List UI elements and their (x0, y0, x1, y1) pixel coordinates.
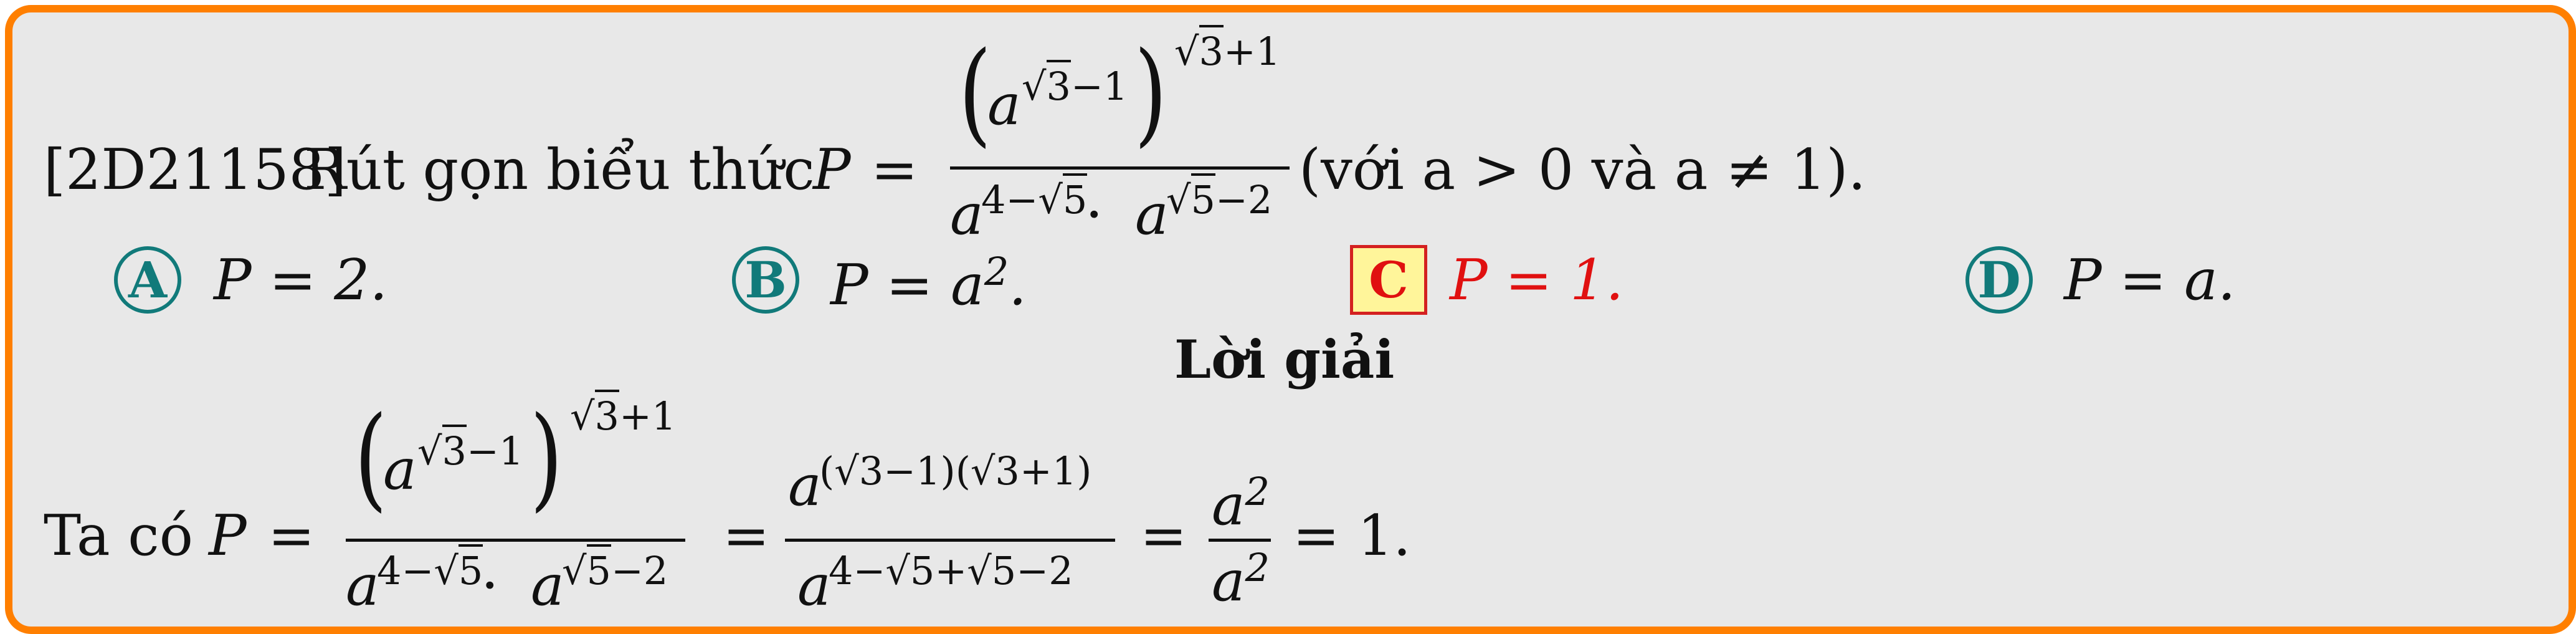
solution-equals-1: = (268, 503, 315, 569)
option-c-text[interactable]: P = 1. (1450, 247, 1624, 313)
sol-mid-num-base: a (788, 453, 822, 519)
num-inner-exp: √3−1 (1022, 67, 1128, 106)
sol-last-num: $a^2$ (1212, 469, 1270, 538)
sol-num-outer-exp: √3+1 (570, 397, 676, 436)
option-d-badge[interactable]: D (1965, 246, 2033, 314)
question-equals: = (871, 137, 918, 203)
option-a-text[interactable]: P = 2. (214, 247, 388, 313)
solution-fraction-1-bar (346, 539, 685, 542)
den-left-exp: 4−√5 (981, 181, 1087, 219)
sol-num-base: a (383, 437, 417, 502)
num-outer-exp: √3+1 (1174, 32, 1280, 71)
sol-mid-den-base: a (797, 553, 831, 618)
solution-fraction-3-bar (1209, 539, 1271, 542)
solution-fraction-2-bar (785, 539, 1115, 542)
sol-den-left-exp: 4−√5 (377, 552, 483, 590)
sol-den-right-base: a (531, 553, 564, 618)
sol-last-den: $a^2$ (1212, 545, 1270, 614)
sol-num-inner-exp: √3−1 (417, 432, 523, 471)
question-code: [2D21158] (44, 137, 346, 203)
sol-num-right-paren: ) (530, 393, 563, 523)
question-fraction-bar (950, 166, 1290, 170)
sol-mid-den-exp: 4−√5+√5−2 (829, 548, 1073, 593)
solution-heading: Lời giải (1174, 329, 1395, 390)
solution-result: = 1. (1293, 503, 1411, 569)
solution-var-p: P (209, 503, 247, 569)
sol-mid-num-exp: (√3−1)(√3+1) (819, 448, 1092, 494)
option-c-badge[interactable]: C (1350, 245, 1427, 315)
option-b-text[interactable]: $P = a^2$. (830, 249, 1027, 318)
num-base: a (987, 72, 1021, 138)
question-var-p: P (813, 137, 851, 203)
den-right-base: a (1135, 182, 1169, 247)
sol-den-left-base: a (346, 553, 379, 618)
num-left-paren: ( (958, 28, 992, 158)
option-b-badge[interactable]: B (732, 246, 799, 314)
den-dot: · (1085, 182, 1103, 247)
question-condition: (với a > 0 và a ≠ 1). (1299, 137, 1866, 203)
solution-equals-3: = (1140, 503, 1187, 569)
solution-equals-2: = (723, 503, 770, 569)
solution-lead: Ta có (44, 503, 193, 569)
sol-num-left-paren: ( (354, 393, 387, 523)
question-stem: Rút gọn biểu thức (304, 137, 815, 203)
option-d-text[interactable]: P = a. (2064, 247, 2236, 313)
option-a-badge[interactable]: A (114, 246, 181, 314)
num-right-paren: ) (1134, 28, 1167, 158)
sol-den-dot: · (481, 553, 499, 618)
den-right-exp: √5−2 (1166, 181, 1272, 219)
sol-den-right-exp: √5−2 (562, 552, 668, 590)
den-left-base: a (950, 182, 984, 247)
